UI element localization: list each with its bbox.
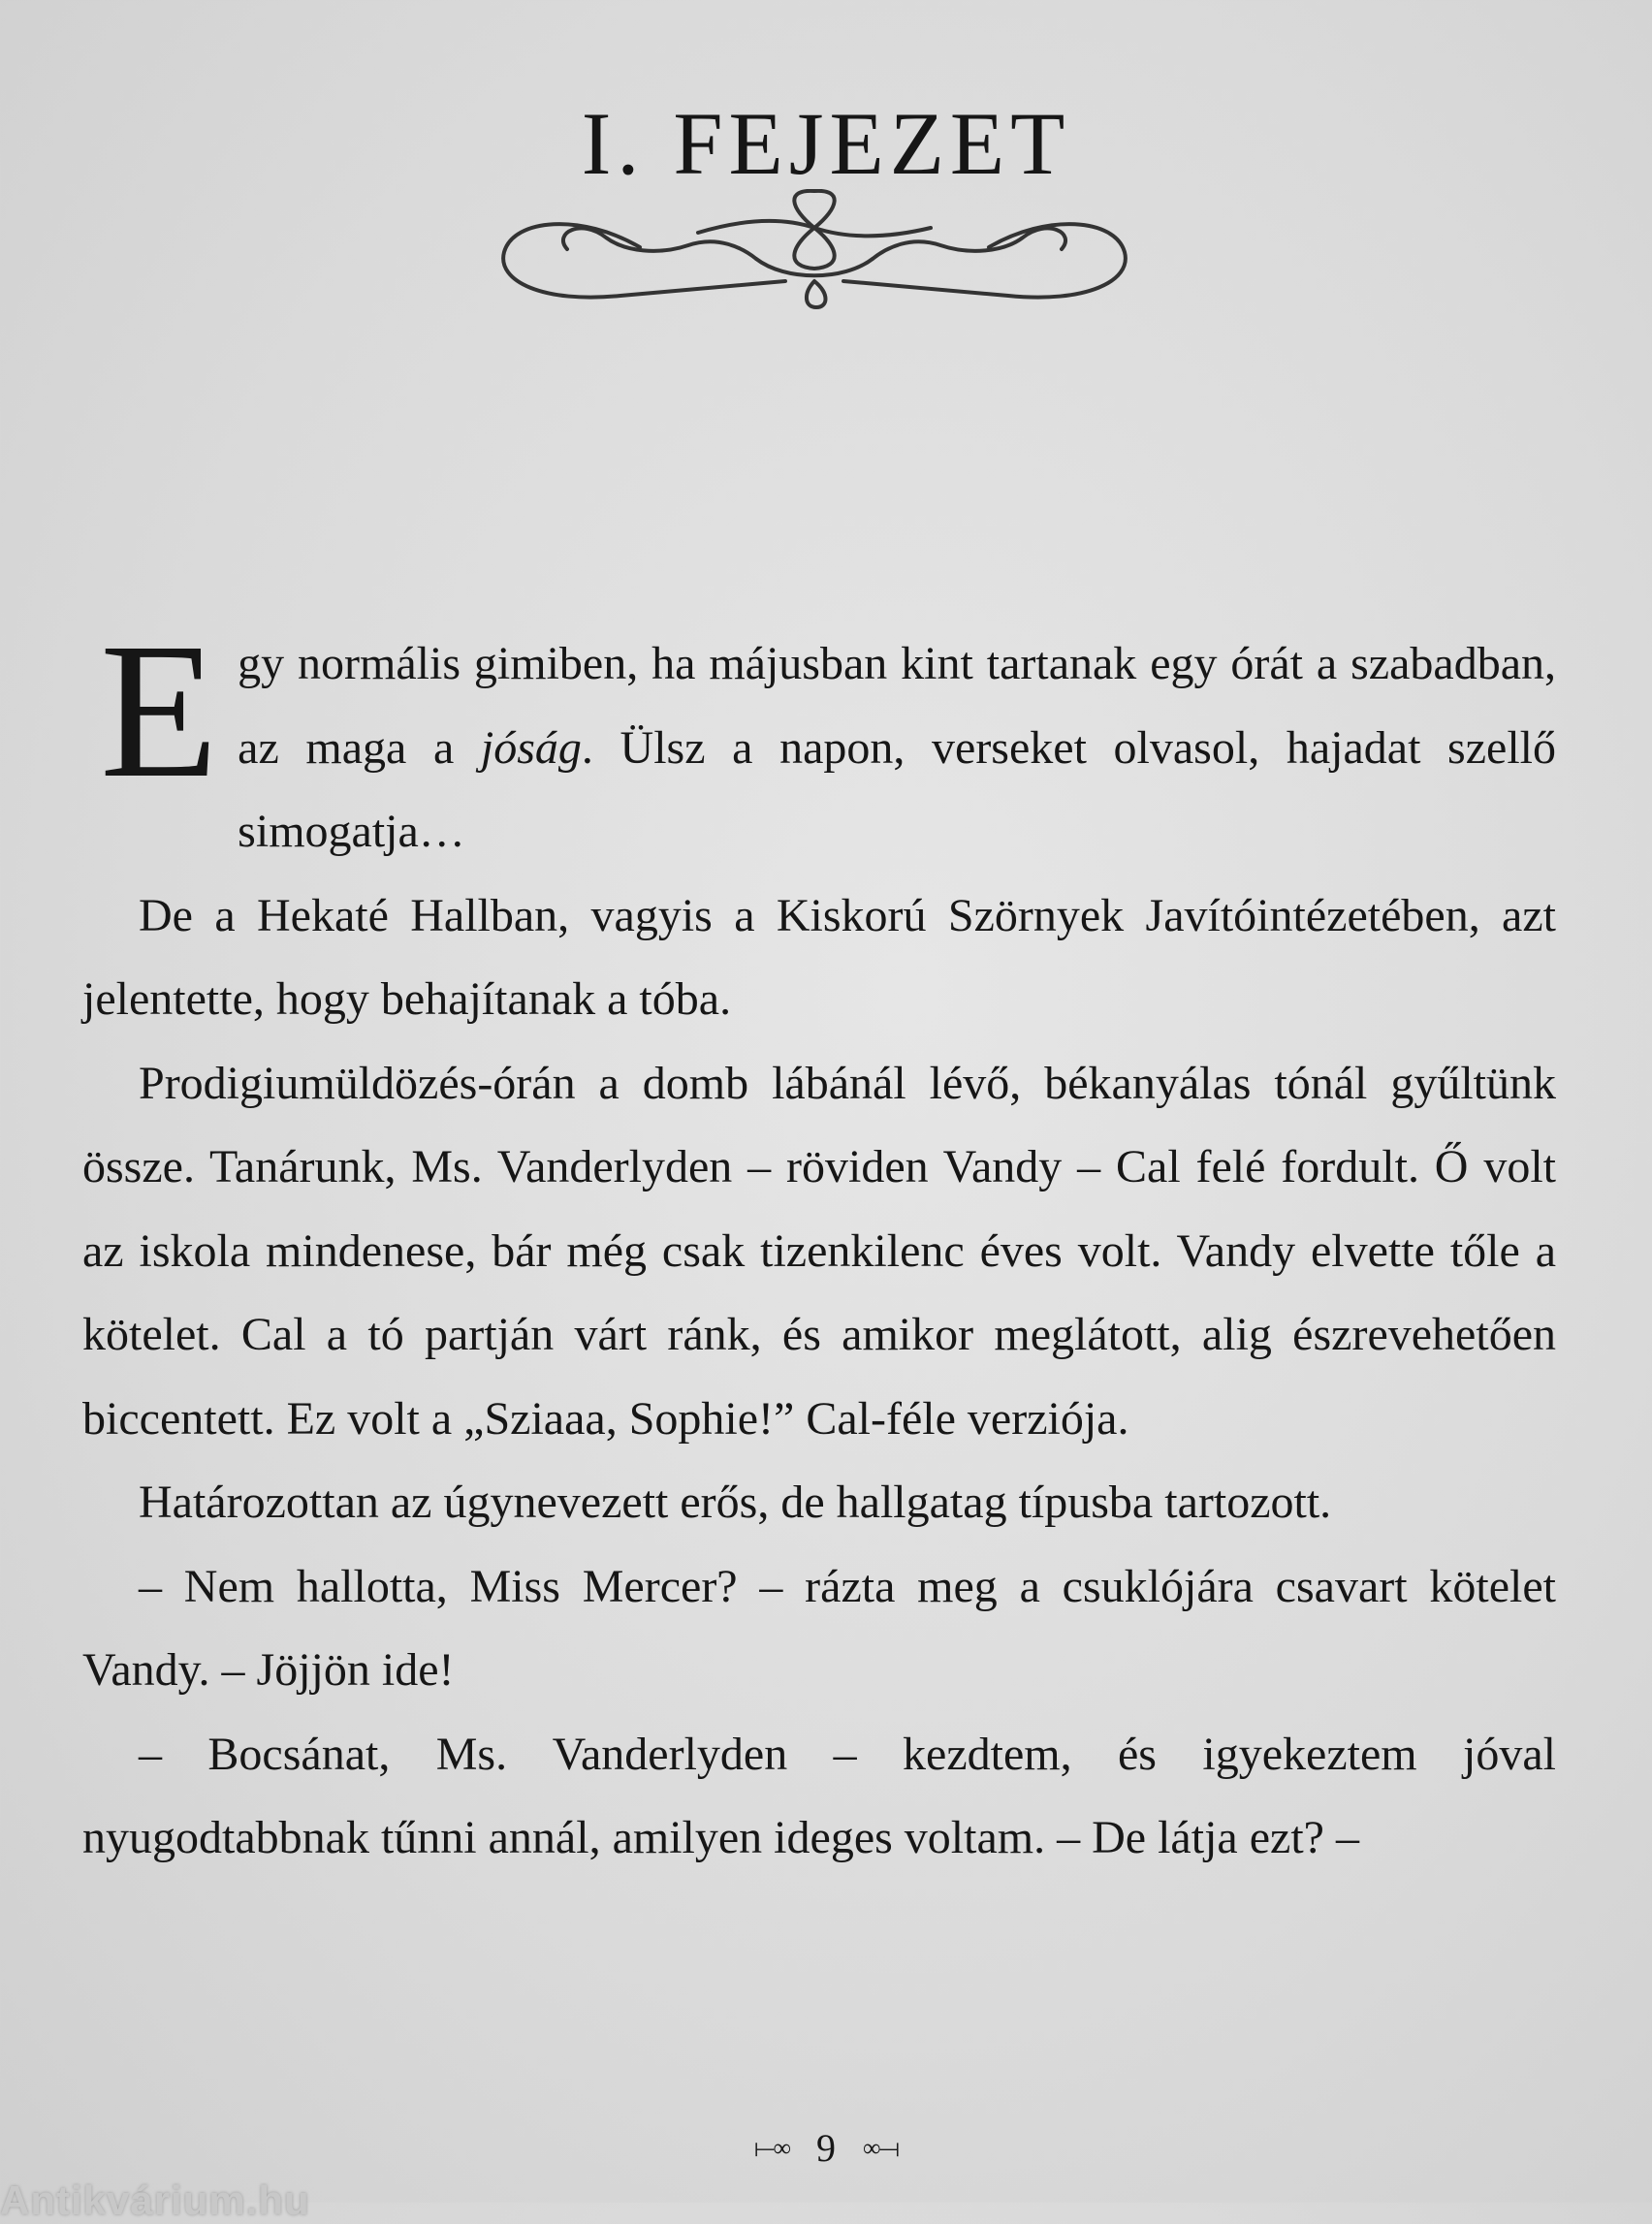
paragraph-6: – Bocsánat, Ms. Vanderlyden – kezdtem, és igyekeztem jóval nyugodtabbnak tűnni annál, amilyen ideges voltam. – De látja ezt? – (82, 1728, 1556, 1863)
chapter-title: I. FEJEZET (581, 93, 1071, 193)
page-number: 9 (816, 2125, 836, 2170)
footer-ornament-left: ⟝∞ (753, 2133, 789, 2162)
paragraph-4: Határozottan az úgynevezett erős, de hallgatag típusba tartozott. (139, 1477, 1332, 1528)
paragraph-5: – Nem hallotta, Miss Mercer? – rázta meg a csuklójára csavart kötelet Vandy. – Jöjjön ide! (82, 1560, 1556, 1696)
drop-cap: E (100, 604, 219, 818)
paragraph-1 (82, 604, 1556, 874)
page-footer (0, 2125, 1652, 2168)
paragraph-1-italic: jóság (480, 721, 582, 774)
body-text (82, 604, 1556, 1881)
paragraph-3: Prodigiumüldözés-órán a domb lábánál lévő, békanyálas tónál gyűltünk össze. Tanárunk, Ms. Vanderlyden – röviden Vandy – Cal felé fordult. Ő volt az iskola mindenese, bár még csak tizenkilenc éves volt. Vandy elvette tőle a kötelet. Cal a tó partján várt ránk, és amikor meglátott, alig észrevehetően biccentett. Ez volt a „Sziaaa, Sophie!” Cal-féle verziója. (82, 1057, 1556, 1445)
footer-ornament-right: ∞⟞ (863, 2133, 899, 2162)
paragraph-2: De a Hekaté Hallban, vagyis a Kiskorú Szörnyek Javítóintézetében, azt jelentette, hogy behajítanak a tóba. (82, 889, 1556, 1025)
paragraph-1-text-a: gy normális gimiben, ha májusban kint tartanak egy órát a szabadban, az maga a (238, 638, 1556, 774)
flourish-ornament (494, 189, 1134, 315)
paragraph-1-text-b: . Ülsz a napon, verseket olvasol, hajadat szellő simogatja… (238, 721, 1556, 857)
watermark: Antikvárium.hu (0, 2177, 310, 2223)
